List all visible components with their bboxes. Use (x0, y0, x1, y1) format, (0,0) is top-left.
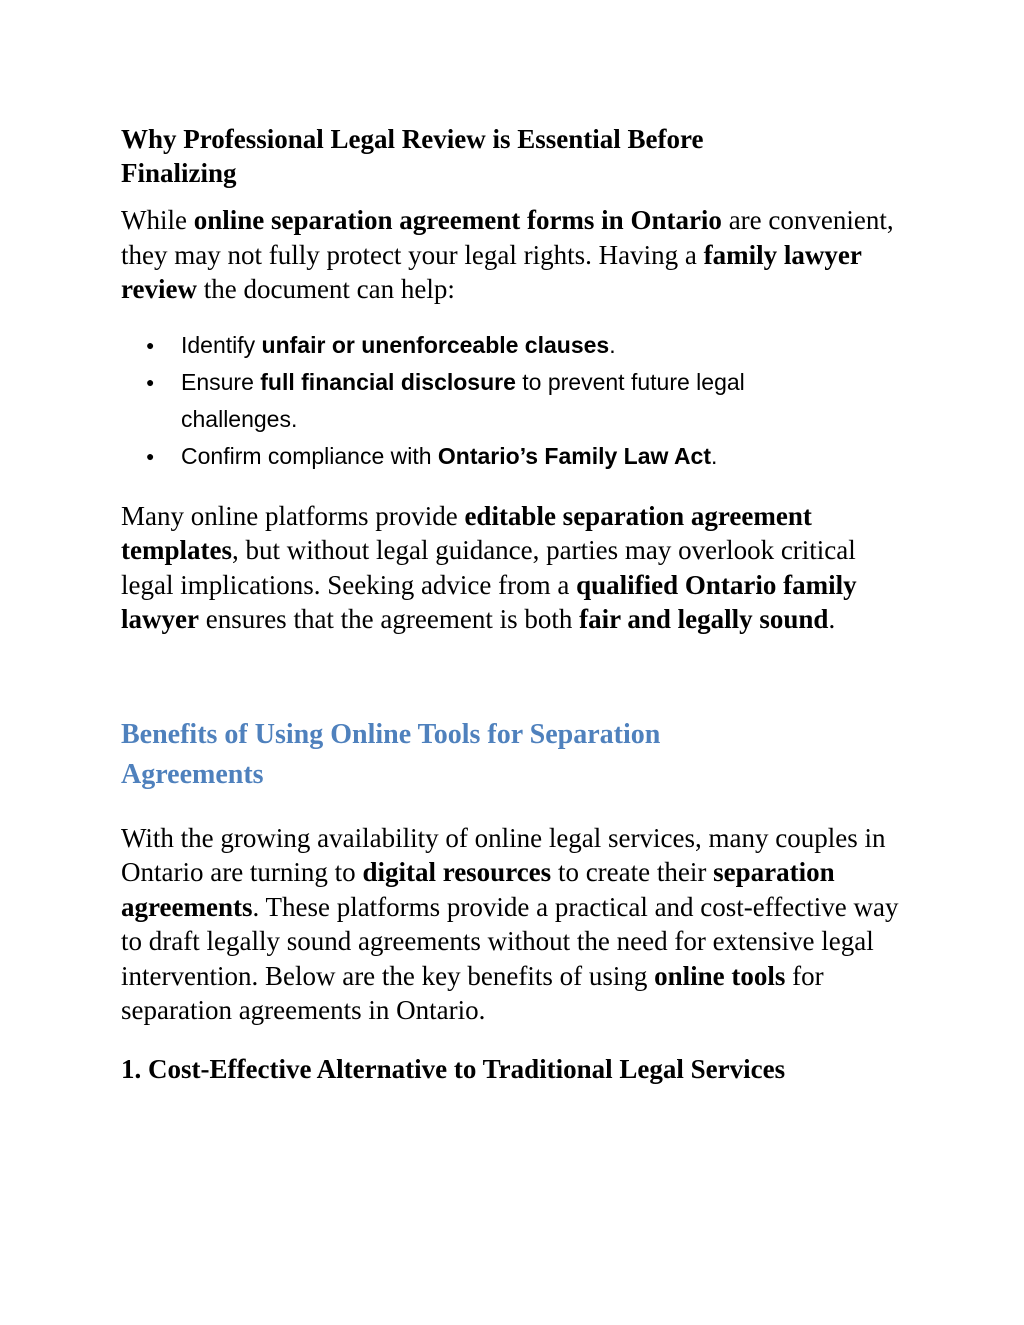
bullet-dot-icon: ● (146, 373, 155, 390)
bold-phrase: fair and legally sound (579, 604, 829, 634)
text-run: While (121, 205, 194, 235)
list-item (121, 438, 841, 475)
text-run: With the growing availability of online legal services, many couples in Ontario are turning to (121, 822, 886, 887)
paragraph-online-tools-intro (121, 821, 901, 1028)
paragraph-online-platforms (121, 499, 901, 637)
text-run: , but without legal guidance, parties may overlook critical legal implications. Seeking advice from a (121, 535, 856, 600)
bold-phrase: qualified Ontario family lawyer (121, 569, 857, 634)
bold-phrase: Ontario’s Family Law Act (437, 442, 712, 469)
text-run: the document can help: (196, 274, 455, 304)
text-run: Confirm compliance with (181, 442, 438, 469)
text-run: ensures that the agreement is both (198, 604, 580, 634)
text-run: . These platforms provide a practical and cost-effective way to draft legally sound agreements without the need for extensive legal intervention. Below are the key benefits of using (121, 891, 899, 991)
list-item (121, 364, 841, 438)
bold-phrase: unfair or unenforceable clauses (261, 331, 610, 358)
heading-cost-effective: 1. Cost-Effective Alternative to Traditional Legal Services (121, 1053, 786, 1084)
text-run: to create their (551, 857, 714, 887)
paragraph-legal-review-intro (121, 203, 901, 307)
text-run: Identify (181, 331, 262, 358)
bold-phrase: online tools (654, 960, 786, 991)
text-run: to prevent future legal challenges. (181, 368, 745, 432)
document-page (121, 122, 901, 1086)
bold-phrase: digital resources (362, 857, 552, 887)
text-run: Ensure (181, 368, 261, 395)
text-run: for separation agreements in Ontario. (121, 960, 824, 1025)
bold-phrase: full financial disclosure (260, 368, 516, 395)
heading-benefits-online-tools: Benefits of Using Online Tools for Separation Agreements (121, 718, 661, 790)
bullet-dot-icon: ● (146, 447, 155, 464)
bold-phrase: separation agreements (121, 857, 835, 922)
bullet-dot-icon: ● (146, 336, 155, 353)
benefits-of-review-list (121, 327, 841, 475)
heading-legal-review: Why Professional Legal Review is Essential Before Finalizing (121, 124, 704, 188)
text-run: . (711, 442, 718, 469)
text-run: . (828, 604, 836, 634)
text-run: are convenient, they may not fully protect your legal rights. Having a (121, 205, 894, 270)
list-item (121, 327, 841, 364)
bold-phrase: family lawyer review (121, 239, 862, 304)
text-run: . (609, 331, 616, 358)
bold-phrase: editable separation agreement templates (121, 500, 812, 565)
bold-phrase: online separation agreement forms in Ontario (193, 205, 722, 235)
text-run: Many online platforms provide (121, 500, 465, 531)
